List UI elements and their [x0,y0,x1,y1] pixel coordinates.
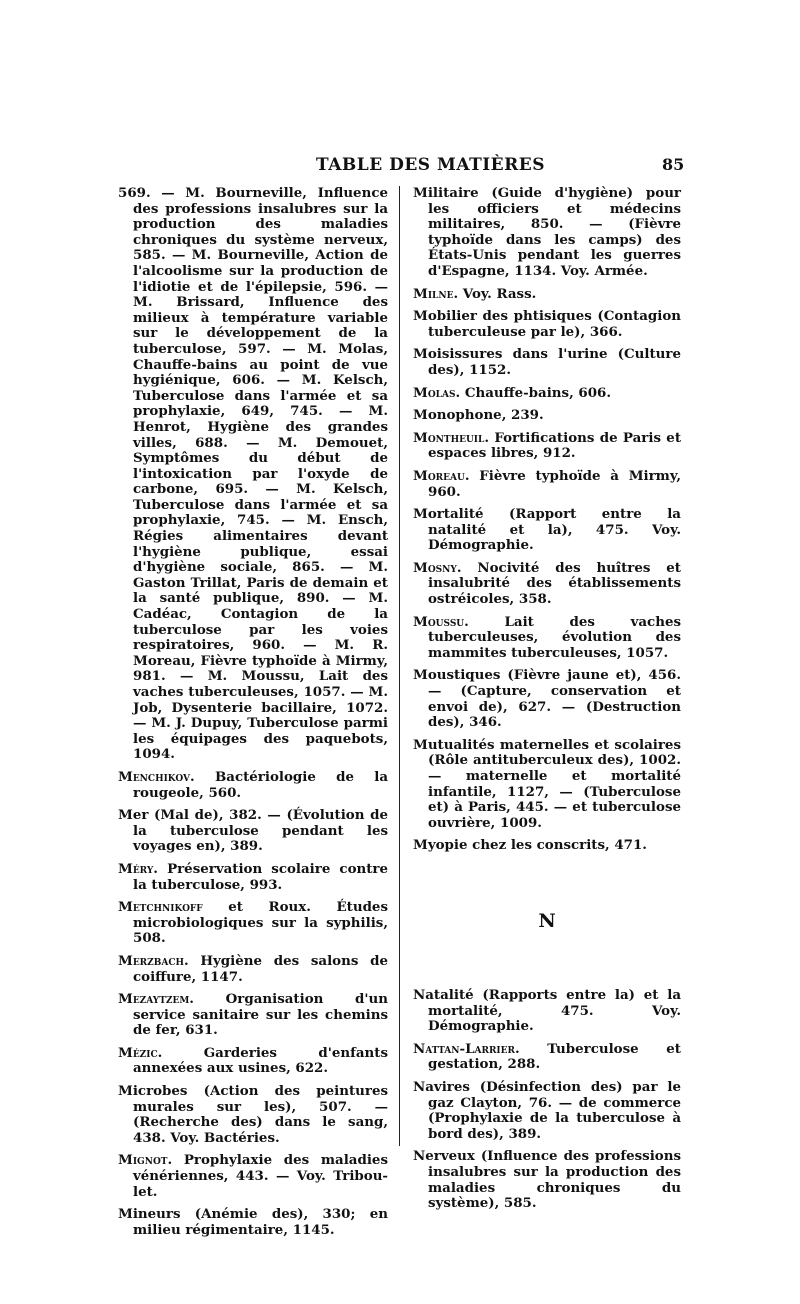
entry-text: Mobilier des phtisiques (Contagion tuberculeuse par le), 366. [413,308,681,340]
left-column [118,186,388,1245]
entries-n [413,988,681,1212]
index-entry [118,992,388,1039]
entry-author: Merzbach. [118,952,189,969]
entry-text: Militaire (Guide d'hygiène) pour les officiers et médecins militaires, 850. — (Fièvre typhoïde dans les camps) des États-Unis pendant les guerres d'Espagne, 1134. Voy. Armée. [413,185,681,279]
index-entry [118,770,388,801]
index-entry [118,900,388,947]
right-column [413,186,681,1219]
entry-text: Monophone, 239. [413,407,544,424]
entry-text: Lait des vaches tuberculeuses, évolution des mammites tuberculeuses, 1057. [428,613,682,661]
entry-text: Navires (Désinfection des) par le gaz Clayton, 76. — de commerce (Prophylaxie de la tuberculose à bord des), 389. [413,1078,681,1142]
entry-text: Mineurs (Anémie des), 330; en milieu régimentaire, 1145. [118,1206,388,1238]
column-divider [399,186,400,1146]
entry-author: Moussu. [413,613,469,630]
index-entry [413,507,681,554]
index-entry [413,988,681,1035]
entry-author: Moreau. [413,467,470,484]
entry-text: Prophylaxie des maladies vénériennes, 443. — Voy. Tribou-let. [133,1152,388,1200]
index-entry [413,469,681,500]
entry-text: Moisissures dans l'urine (Culture des), 1152. [413,346,681,378]
index-entry [118,186,388,763]
entry-author: Metchnikoff [118,899,203,916]
index-entry [118,808,388,855]
index-entry [413,431,681,462]
entry-text: Tuberculose et gestation, 288. [428,1040,681,1073]
index-entry [413,386,681,402]
entry-text: Bactériologie de la rougeole, 560. [133,768,388,801]
entry-text: Microbes (Action des peintures murales sur les), 507. — (Recherche des) dans le sang, 438. Voy. Bactéries. [118,1083,388,1146]
entry-author: Mignot. [118,1152,173,1169]
entries-m [413,186,681,854]
entry-text: Mutualités maternelles et scolaires (Rôle antituberculeux des), 1002.— maternelle et mortalité infantile, 1127, — (Tuberculose et) à Paris, 445. — et tuberculose ouvrière, 1009. [413,736,681,831]
entry-text: Natalité (Rapports entre la) et la mortalité, 475. Voy. Démographie. [413,986,681,1035]
index-entry [413,1149,681,1211]
index-entry [413,186,681,280]
index-entry [118,862,388,893]
entry-author: Mosny. [413,559,462,576]
entry-text: Fièvre typhoïde à Mirmy, 960. [428,467,681,500]
entry-text: Fortifications de Paris et espaces libres, 912. [428,429,682,462]
entry-text: et Roux. Études microbiologiques sur la syphilis, 508. [133,899,388,947]
entry-author: Menchikov. [118,768,195,785]
index-entry [118,1046,388,1077]
entry-text: 569. — M. Bourneville, Influence des professions insalubres sur la production des maladies chroniques du système nerveux, 585. — M. Bourneville, Action de l'alcoolisme sur la production de l'idiotie et de l'épilepsie, 596. — M. Brissard, Influence des milieux à température variable sur le développement de la tuberculose, 597. — M. Molas, Chauffe-bains au point de vue hygiénique, 606. — M. Kelsch, Tuberculose dans l'armée et sa prophylaxie, 649, 745. — M. Henrot, Hygiène des grandes villes, 688. — M. Demouet, Symptômes du début de l'intoxication par l'oxyde de carbone, 695. — M. Kelsch, Tuberculose dans l'armée et sa prophylaxie, 745. — M. Ensch, Régies alimentaires devant l'hygiène publique, essai d'hygiène sociale, 865. — M. Gaston Trillat, Paris de demain et la santé publique, 890. — M. Cadéac, Contagion de la tuberculose par les voies respiratoires, 960. — M. R. Moreau, Fièvre typhoïde à Mirmy, 981. — M. Moussu, Lait des vaches tuberculeuses, 1057. — M. Job, Dysenterie bacillaire, 1072. — M. J. Dupuy, Tuberculose parmi les équipages des paquebots, 1094. [118,185,388,763]
entry-author: Molas. [413,384,461,401]
entry-text: Mer (Mal de), 382. — (Évolution de la tuberculose pendant les voyages en), 389. [118,807,388,855]
index-entry [118,1207,388,1238]
index-entry [413,1080,681,1142]
entry-author: Milne. [413,285,459,302]
section-letter: N [538,909,556,932]
entry-text: Hygiène des salons de coiffure, 1147. [133,952,388,985]
entry-text: Chauffe-bains, 606. [464,384,612,401]
index-entry [413,668,681,730]
entry-text: Myopie chez les conscrits, 471. [413,837,647,854]
entry-author: Mezaytzem. [118,991,194,1008]
entry-text: Voy. Rass. [462,285,537,302]
running-header [0,155,800,179]
entry-text: Nocivité des huîtres et insalubrité des établissements ostréicoles, 358. [428,559,681,608]
index-entry [413,838,681,854]
entry-text: Mortalité (Rapport entre la natalité et la), 475. Voy. Démographie. [413,506,681,554]
entry-text: Préservation scolaire contre la tuberculose, 993. [133,860,388,893]
entry-author: Nattan-Larrier. [413,1040,520,1057]
index-entry [413,287,681,303]
index-entry [413,615,681,662]
index-entry [118,1153,388,1200]
index-entry [413,1042,681,1073]
entry-text: Garderies d'enfants annexées aux usines, 622. [133,1044,388,1077]
index-entry [413,309,681,340]
entry-author: Montheuil. [413,429,489,446]
index-entry [118,1084,388,1146]
index-entry [413,347,681,378]
index-entry [413,408,681,424]
entry-author: Mézic. [118,1044,163,1061]
index-entry [413,738,681,832]
entry-text: Moustiques (Fièvre jaune et), 456. — (Capture, conservation et envoi de), 627. — (Destruction des), 346. [413,667,681,731]
index-entry [413,561,681,608]
entry-text: Nerveux (Influence des professions insalubres sur la production des maladies chroniques du système), 585. [413,1148,681,1212]
entry-text: Organisation d'un service sanitaire sur les chemins de fer, 631. [133,991,388,1039]
entry-author: Méry. [118,860,158,877]
page-title: TABLE DES MATIÈRES [316,155,546,175]
index-entry [118,954,388,985]
page-number: 85 [662,155,685,174]
